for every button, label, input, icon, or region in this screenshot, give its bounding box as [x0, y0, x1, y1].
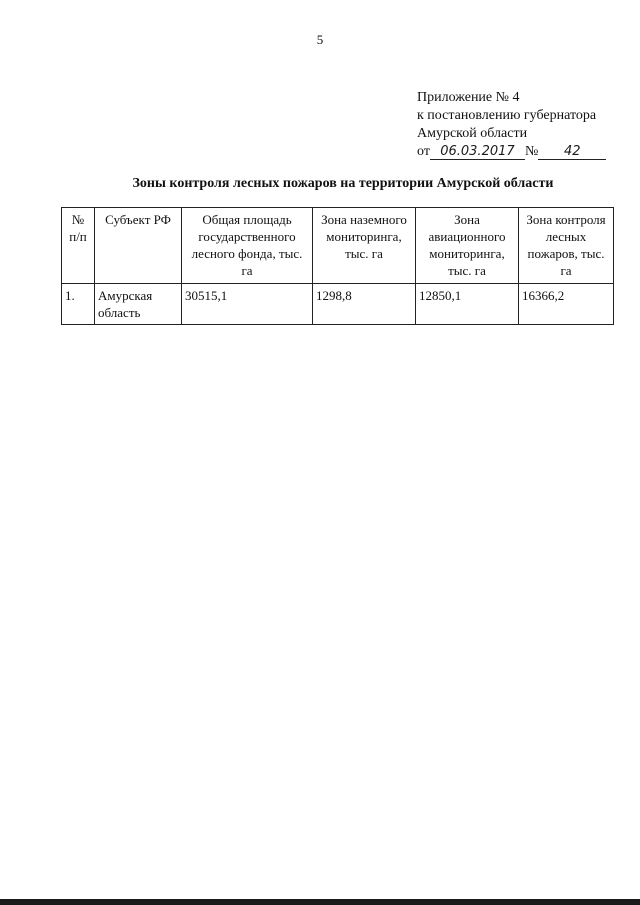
header-ground-monitoring: Зона наземного мониторинга, тыс. га — [313, 208, 416, 284]
header-subject: Субъект РФ — [95, 208, 182, 284]
page-number: 5 — [316, 32, 324, 47]
header-total-area: Общая площадь государственного лесного фонда, тыс. га — [182, 208, 313, 284]
header-number: № п/п — [62, 208, 95, 284]
cell-subject: Амурская область — [95, 284, 182, 325]
header-aviation-monitoring: Зона авиационного мониторинга, тыс. га — [416, 208, 519, 284]
appendix-region: Амурской области — [417, 126, 528, 141]
cell-total-area: 30515,1 — [182, 284, 313, 325]
appendix-title: Приложение № 4 — [417, 90, 520, 105]
appendix-date-line — [417, 143, 606, 161]
date-prefix: от — [417, 144, 430, 159]
cell-number: 1. — [62, 284, 95, 325]
cell-ground-monitoring: 1298,8 — [313, 284, 416, 325]
handwritten-date: 06.03.2017 — [430, 144, 525, 160]
header-fire-control-zone: Зона контроля лесных пожаров, тыс. га — [519, 208, 614, 284]
zones-table — [61, 207, 614, 325]
table-header-row — [62, 208, 614, 284]
cell-aviation-monitoring: 12850,1 — [416, 284, 519, 325]
number-prefix: № — [524, 144, 539, 159]
appendix-resolution: к постановлению губернатора — [417, 108, 597, 123]
appendix-block — [417, 89, 606, 161]
handwritten-number: 42 — [538, 144, 606, 160]
cell-fire-control-zone: 16366,2 — [519, 284, 614, 325]
scan-bottom-edge — [0, 899, 640, 905]
table-row — [62, 284, 614, 325]
document-title: Зоны контроля лесных пожаров на территории Амурской области — [132, 176, 554, 191]
